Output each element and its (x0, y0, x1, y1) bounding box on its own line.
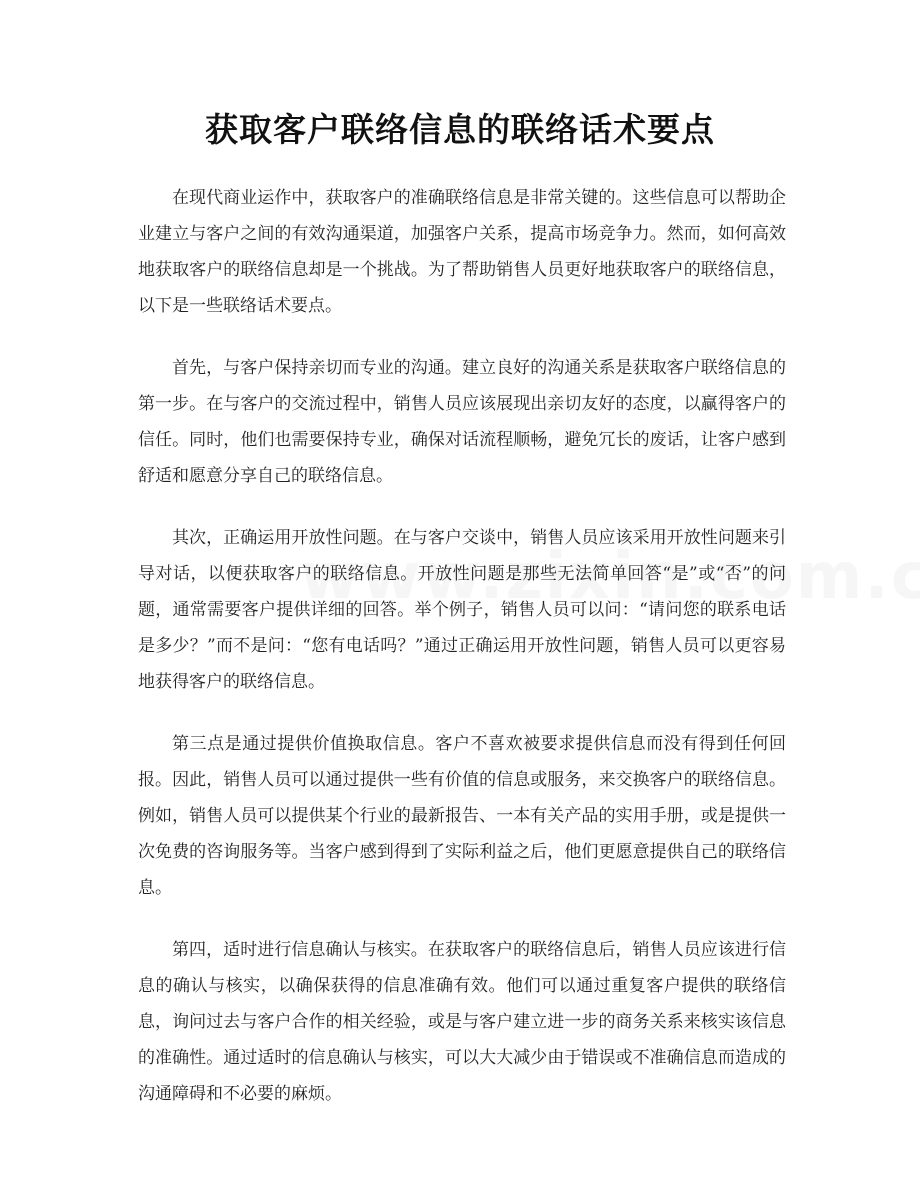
paragraph-5: 第四，适时进行信息确认与核实。在获取客户的联络信息后，销售人员应该进行信息的确认与核实，以确保获得的信息准确有效。他们可以通过重复客户提供的联络信息，询问过去与客户合作的相关经验，或是与客户建立进一步的商务关系来核实该信息的准确性。通过适时的信息确认与核实，可以大大减少由于错误或不准确信息而造成的沟通障碍和不必要的麻烦。 (138, 940, 786, 1104)
document-body (138, 180, 786, 1138)
paragraph-3: 其次，正确运用开放性问题。在与客户交谈中，销售人员应该采用开放性问题来引导对话，以便获取客户的联络信息。开放性问题是那些无法简单回答“是”或“否”的问题，通常需要客户提供详细的回答。举个例子，销售人员可以问：“请问您的联系电话是多少？”而不是问：“您有电话吗？”通过正确运用开放性问题，销售人员可以更容易地获得客户的联络信息。 (138, 528, 786, 692)
paragraph-4: 第三点是通过提供价值换取信息。客户不喜欢被要求提供信息而没有得到任何回报。因此，销售人员可以通过提供一些有价值的信息或服务，来交换客户的联络信息。例如，销售人员可以提供某个行业的最新报告、一本有关产品的实用手册，或是提供一次免费的咨询服务等。当客户感到得到了实际利益之后，他们更愿意提供自己的联络信息。 (138, 734, 786, 898)
paragraph-2: 首先，与客户保持亲切而专业的沟通。建立良好的沟通关系是获取客户联络信息的第一步。在与客户的交流过程中，销售人员应该展现出亲切友好的态度，以赢得客户的信任。同时，他们也需要保持专业，确保对话流程顺畅，避免冗长的废话，让客户感到舒适和愿意分享自己的联络信息。 (138, 358, 786, 486)
document-title: 获取客户联络信息的联络话术要点 (205, 110, 715, 149)
paragraph-1: 在现代商业运作中，获取客户的准确联络信息是非常关键的。这些信息可以帮助企业建立与客户之间的有效沟通渠道，加强客户关系，提高市场竞争力。然而，如何高效地获取客户的联络信息却是一个挑战。为了帮助销售人员更好地获取客户的联络信息，以下是一些联络话术要点。 (138, 188, 786, 316)
